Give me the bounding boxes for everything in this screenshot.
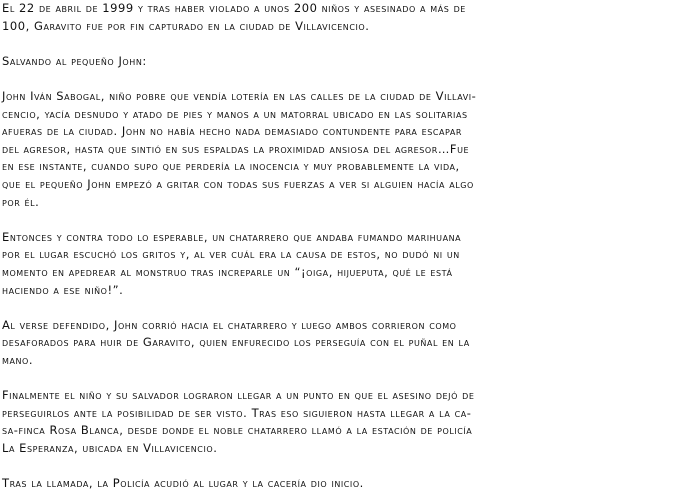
text-line: Tras la llamada, la Policía acudió al lugar y la cacería dio inicio.	[2, 476, 364, 491]
text-line: John Iván Sabogal, niño pobre que vendía lotería en las calles de la ciudad de Villavi-	[2, 88, 477, 103]
section-heading	[2, 53, 698, 71]
text-line: La Esperanza, ubicada en Villavicencio.	[2, 440, 218, 455]
text-line: del agresor, hasta que sintió en sus espaldas la proximidad ansiosa del agresor…Fue	[2, 141, 470, 156]
text-line: mano.	[2, 352, 34, 367]
text-line: perseguirlos ante la posibilidad de ser visto. Tras eso siguieron hasta llegar a la ca-	[2, 405, 472, 420]
text-line: Finalmente el niño y su salvador lograron llegar a un punto en que el asesino dejó de	[2, 388, 475, 403]
paragraph	[2, 229, 698, 299]
text-line: El 22 de abril de 1999 y tras haber violado a unos 200 niños y asesinado a más de	[2, 1, 466, 15]
text-line: momento en apedrear al monstruo tras increparle un “¡oiga, hijueputa, qué le está	[2, 264, 453, 279]
text-line: 100, Garavito fue por fin capturado en la ciudad de Villavicencio.	[2, 18, 370, 33]
paragraph	[2, 0, 698, 35]
text-line: por el lugar escuchó los gritos y, al ver cuál era la causa de estos, no dudó ni un	[2, 247, 460, 262]
paragraph	[2, 387, 698, 457]
text-line: cencio, yacía desnudo y atado de pies y manos a un matorral ubicado en las solitarias	[2, 106, 468, 121]
text-line: por él.	[2, 194, 40, 209]
text-line: Entonces y contra todo lo esperable, un chatarrero que andaba fumando marihuana	[2, 229, 462, 244]
text-line: haciendo a ese niño!”.	[2, 282, 124, 297]
text-line: Salvando al pequeño John:	[2, 53, 147, 68]
text-line: Al verse defendido, John corrió hacia el chatarrero y luego ambos corrieron como	[2, 317, 457, 332]
paragraph	[2, 88, 698, 211]
text-line: en ese instante, cuando supo que perdería la inocencia y muy probablemente la vida,	[2, 159, 460, 174]
text-line: que el pequeño John empezó a gritar con todas sus fuerzas a ver si alguien hacía algo	[2, 176, 474, 191]
text-line: desaforados para huir de Garavito, quien enfurecido los perseguía con el puñal en la	[2, 335, 470, 350]
text-line: sa-finca Rosa Blanca, desde donde el noble chatarrero llamó a la estación de policía	[2, 423, 473, 438]
text-line: afueras de la ciudad. John no había hecho nada demasiado contundente para escapar	[2, 124, 463, 139]
document-body	[2, 0, 698, 493]
paragraph	[2, 475, 698, 493]
paragraph	[2, 317, 698, 370]
